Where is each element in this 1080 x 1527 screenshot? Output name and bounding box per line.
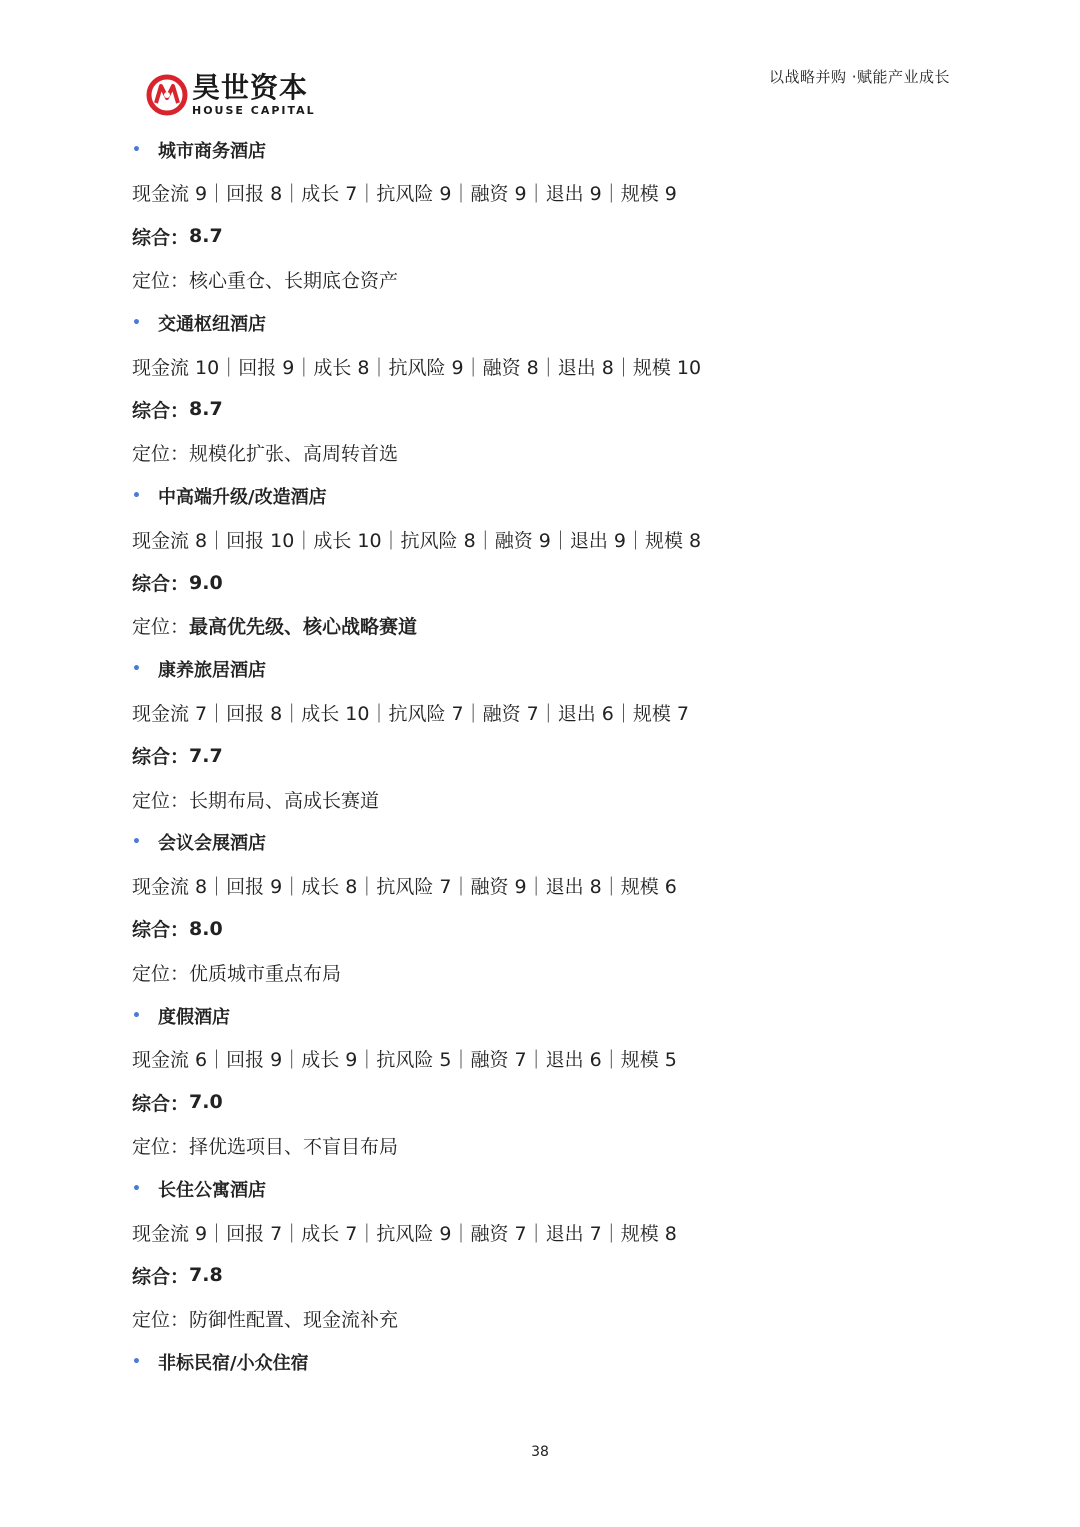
composite-value: 7.7 <box>189 744 223 767</box>
logo-chinese-name: 昊世资本 <box>192 71 309 104</box>
score-breakdown: 现金流 10｜回报 9｜成长 8｜抗风险 9｜融资 8｜退出 8｜规模 10 <box>132 356 702 379</box>
composite-label: 综合： <box>132 1092 190 1115</box>
composite-value: 7.0 <box>189 1091 223 1114</box>
composite-score <box>132 734 952 777</box>
hotel-type-section <box>132 994 952 1167</box>
composite-value: 8.0 <box>189 917 223 940</box>
bullet-icon: • <box>132 314 141 331</box>
score-breakdown: 现金流 6｜回报 9｜成长 9｜抗风险 5｜融资 7｜退出 6｜规模 5 <box>132 1049 677 1072</box>
positioning-text: 择优选项目、不盲目布局 <box>189 1135 399 1158</box>
score-breakdown: 现金流 7｜回报 8｜成长 10｜抗风险 7｜融资 7｜退出 6｜规模 7 <box>132 703 689 725</box>
hotel-type-section <box>132 128 952 301</box>
section-title: 会议会展酒店 <box>158 833 266 855</box>
section-title: 城市商务酒店 <box>158 140 266 162</box>
positioning <box>132 431 952 474</box>
composite-value: 7.8 <box>189 1264 223 1287</box>
bullet-icon: • <box>132 141 141 158</box>
section-title: 康养旅居酒店 <box>158 660 266 682</box>
composite-label: 综合： <box>132 226 190 249</box>
positioning-text: 长期布局、高成长赛道 <box>189 789 380 812</box>
positioning <box>132 1124 952 1167</box>
composite-value: 8.7 <box>189 225 223 248</box>
score-breakdown: 现金流 8｜回报 9｜成长 8｜抗风险 7｜融资 9｜退出 8｜规模 6 <box>132 876 677 899</box>
composite-score <box>132 388 952 431</box>
section-title: 中高端升级/改造酒店 <box>158 487 327 509</box>
section-heading <box>132 474 952 517</box>
positioning-label: 定位： <box>132 1135 190 1158</box>
score-breakdown: 现金流 8｜回报 10｜成长 10｜抗风险 8｜融资 9｜退出 9｜规模 8 <box>132 529 702 552</box>
positioning-text: 优质城市重点布局 <box>189 962 342 985</box>
section-title: 长住公寓酒店 <box>158 1179 266 1201</box>
bullet-icon: • <box>132 1353 141 1370</box>
hotel-type-section <box>132 821 952 994</box>
section-heading <box>132 648 952 691</box>
positioning-text: 最高优先级、核心战略赛道 <box>189 616 418 639</box>
positioning-label: 定位： <box>132 616 190 639</box>
section-heading <box>132 821 952 864</box>
page-number: 38 <box>531 1444 549 1460</box>
positioning-label: 定位： <box>132 270 190 293</box>
composite-score <box>132 1081 952 1124</box>
composite-score <box>132 215 952 258</box>
composite-label: 综合： <box>132 919 190 942</box>
positioning <box>132 777 952 820</box>
composite-score <box>132 1254 952 1297</box>
document-body <box>132 128 952 1384</box>
positioning <box>132 951 952 994</box>
company-logo <box>146 72 316 118</box>
section-heading <box>132 994 952 1037</box>
section-heading <box>132 128 952 171</box>
positioning-label: 定位： <box>132 962 190 985</box>
bullet-icon: • <box>132 834 141 851</box>
composite-label: 综合： <box>132 573 190 596</box>
hotel-type-section <box>132 1167 952 1340</box>
section-heading <box>132 1167 952 1210</box>
positioning-text: 防御性配置、现金流补充 <box>189 1309 399 1332</box>
positioning <box>132 258 952 301</box>
composite-value: 8.7 <box>189 398 223 421</box>
positioning-text: 规模化扩张、高周转首选 <box>189 443 399 466</box>
composite-score <box>132 907 952 950</box>
section-title: 交通枢纽酒店 <box>158 313 266 335</box>
house-capital-logo-icon <box>146 74 188 116</box>
header-tagline: 以战略并购 ·赋能产业成长 <box>768 68 950 86</box>
positioning-label: 定位： <box>132 789 190 812</box>
positioning-label: 定位： <box>132 443 190 466</box>
bullet-icon: • <box>132 1007 141 1024</box>
score-breakdown: 现金流 9｜回报 7｜成长 7｜抗风险 9｜融资 7｜退出 7｜规模 8 <box>132 1222 677 1245</box>
composite-score <box>132 561 952 604</box>
section-heading <box>132 301 952 344</box>
composite-value: 9.0 <box>189 571 223 594</box>
hotel-type-section <box>132 474 952 647</box>
section-heading <box>132 1340 952 1383</box>
logo-english-name: HOUSE CAPITAL <box>192 104 316 117</box>
section-title: 度假酒店 <box>158 1006 230 1028</box>
positioning-text: 核心重仓、长期底仓资产 <box>189 270 399 293</box>
bullet-icon: • <box>132 661 141 678</box>
hotel-type-section <box>132 648 952 821</box>
bullet-icon: • <box>132 1180 141 1197</box>
composite-label: 综合： <box>132 1265 190 1288</box>
positioning-label: 定位： <box>132 1309 190 1332</box>
hotel-type-section <box>132 301 952 474</box>
bullet-icon: • <box>132 488 141 505</box>
score-breakdown: 现金流 9｜回报 8｜成长 7｜抗风险 9｜融资 9｜退出 9｜规模 9 <box>132 183 677 206</box>
section-title: 非标民宿/小众住宿 <box>158 1352 309 1374</box>
positioning <box>132 604 952 647</box>
positioning <box>132 1297 952 1340</box>
composite-label: 综合： <box>132 399 190 422</box>
composite-label: 综合： <box>132 746 190 769</box>
